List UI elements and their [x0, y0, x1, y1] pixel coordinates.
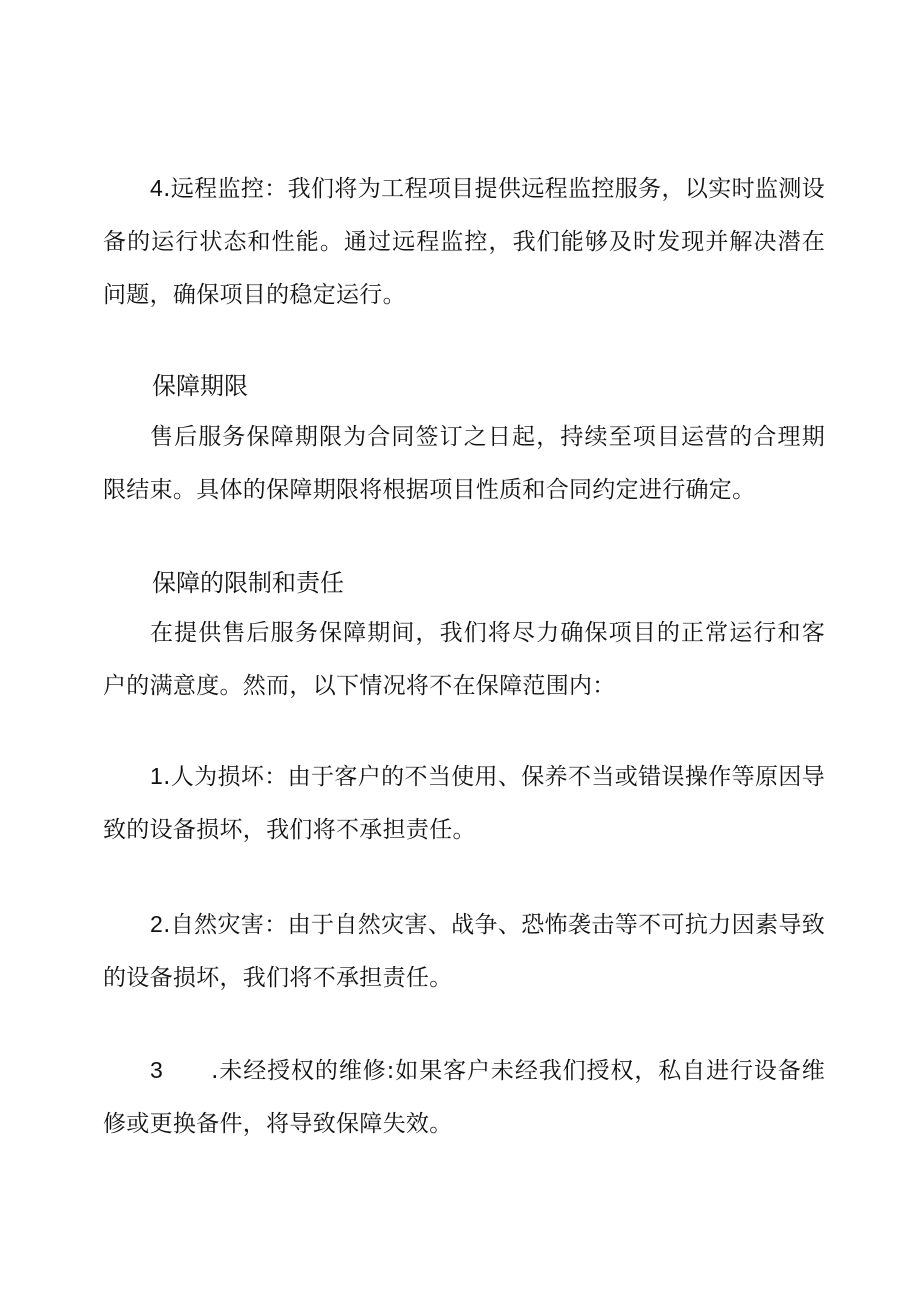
- item-text: .远程监控：我们将为工程项目提供远程监控服务，以实时监测设备的运行状态和性能。通过远程监控，我们能够及时发现并解决潜在问题，确保项目的稳定运行。: [103, 176, 825, 308]
- item-remote-monitoring: [103, 162, 825, 322]
- warranty-period-paragraph: 售后服务保障期限为合同签订之日起，持续至项目运营的合理期限结束。具体的保障期限将根据项目性质和合同约定进行确定。: [103, 424, 825, 503]
- item-text: .人为损坏：由于客户的不当使用、保养不当或错误操作等原因导致的设备损坏，我们将不承担责任。: [103, 764, 825, 843]
- item-text: .未经授权的维修:如果客户未经我们授权，私自进行设备维修或更换备件，将导致保障失效。: [103, 1058, 825, 1137]
- item-human-damage: [103, 750, 825, 857]
- item-number: 3: [150, 1057, 164, 1083]
- section-heading-warranty-period: 保障期限: [152, 373, 248, 400]
- item-number: 2: [150, 911, 164, 937]
- item-natural-disaster: [103, 898, 825, 1005]
- item-text: .自然灾害：由于自然灾害、战争、恐怖袭击等不可抗力因素导致的设备损坏，我们将不承担责任。: [103, 912, 825, 991]
- section-heading-limitations: 保障的限制和责任: [152, 570, 344, 597]
- limitations-paragraph: 在提供售后服务保障期间，我们将尽力确保项目的正常运行和客户的满意度。然而，以下情况将不在保障范围内：: [103, 620, 825, 699]
- item-unauthorized-repair: [103, 1044, 825, 1151]
- item-number: 4: [150, 175, 164, 201]
- item-number: 1: [150, 763, 164, 789]
